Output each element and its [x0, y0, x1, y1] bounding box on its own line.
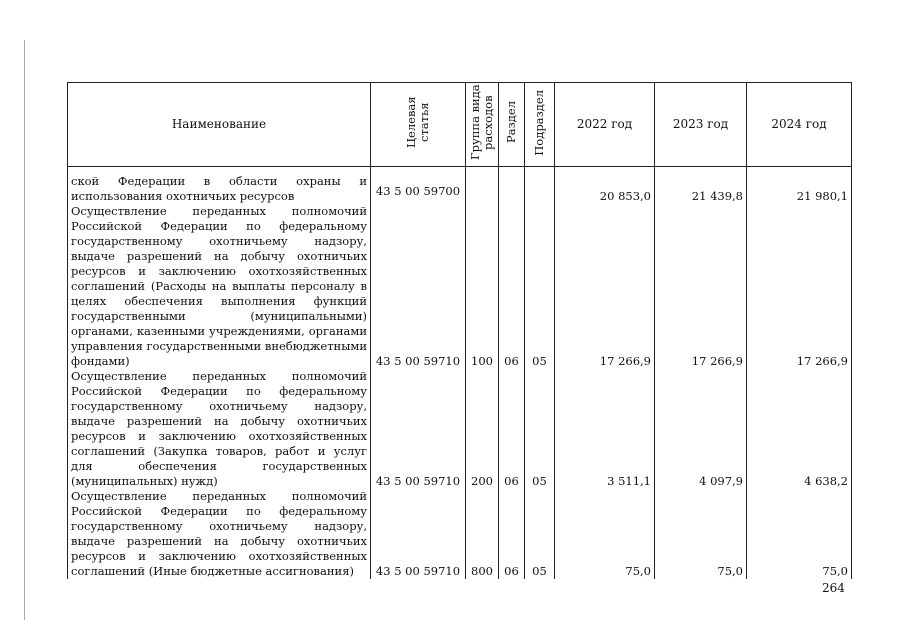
row-2024: 21 980,1 — [747, 167, 852, 205]
row-section — [499, 167, 525, 205]
header-name: Наименование — [68, 83, 371, 167]
header-2022: 2022 год — [555, 83, 655, 167]
header-2023: 2023 год — [655, 83, 747, 167]
row-expense-group: 800 — [466, 489, 499, 579]
row-section: 06 — [499, 489, 525, 579]
row-name: Осуществление переданных полномочий Российской Федерации по федеральному государственному охотничьему надзору, выдаче разрешений на добычу охотничьих ресурсов и заключению охотхозяйственных соглашений (Закупка товаров, работ и услуг для обеспечения государственных (муниципальных) нужд) — [68, 369, 371, 489]
row-expense-group: 100 — [466, 204, 499, 369]
table-row — [68, 369, 852, 489]
row-expense-group — [466, 167, 499, 205]
row-target-article: 43 5 00 59710 — [371, 369, 466, 489]
row-2023: 4 097,9 — [655, 369, 747, 489]
row-subsection: 05 — [525, 369, 555, 489]
row-target-article: 43 5 00 59710 — [371, 204, 466, 369]
header-target-article: Целевая статья — [371, 83, 466, 167]
binding-edge-line — [24, 40, 25, 620]
row-2022: 20 853,0 — [555, 167, 655, 205]
table-header-row — [68, 83, 852, 167]
page-number: 264 — [822, 581, 845, 595]
row-section: 06 — [499, 204, 525, 369]
row-subsection — [525, 167, 555, 205]
header-section: Раздел — [499, 83, 525, 167]
header-2024: 2024 год — [747, 83, 852, 167]
table-row — [68, 489, 852, 579]
row-2023: 21 439,8 — [655, 167, 747, 205]
row-2023: 75,0 — [655, 489, 747, 579]
table-row — [68, 167, 852, 205]
row-name: ской Федерации в области охраны и использования охотничьих ресурсов — [68, 167, 371, 205]
row-name: Осуществление переданных полномочий Российской Федерации по федеральному государственному охотничьему надзору, выдаче разрешений на добычу охотничьих ресурсов и заключению охотхозяйственных соглашений (Иные бюджетные ассигнования) — [68, 489, 371, 579]
row-target-article: 43 5 00 59710 — [371, 489, 466, 579]
row-subsection: 05 — [525, 489, 555, 579]
row-expense-group: 200 — [466, 369, 499, 489]
budget-table — [67, 82, 852, 579]
row-2024: 17 266,9 — [747, 204, 852, 369]
table-row — [68, 204, 852, 369]
row-2022: 3 511,1 — [555, 369, 655, 489]
row-name: Осуществление переданных полномочий Российской Федерации по федеральному государственному охотничьему надзору, выдаче разрешений на добычу охотничьих ресурсов и заключению охотхозяйственных соглашений (Расходы на выплаты персоналу в целях обеспечения выполнения функций государственными (муниципальными) органами, казенными учреждениями, органами управления государственными внебюджетными фондами) — [68, 204, 371, 369]
header-expense-group: Группа вида расходов — [466, 83, 499, 167]
header-subsection: Подраздел — [525, 83, 555, 167]
row-target-article: 43 5 00 59700 — [371, 167, 466, 205]
row-2022: 75,0 — [555, 489, 655, 579]
row-subsection: 05 — [525, 204, 555, 369]
row-2022: 17 266,9 — [555, 204, 655, 369]
row-2024: 75,0 — [747, 489, 852, 579]
row-section: 06 — [499, 369, 525, 489]
row-2023: 17 266,9 — [655, 204, 747, 369]
row-2024: 4 638,2 — [747, 369, 852, 489]
